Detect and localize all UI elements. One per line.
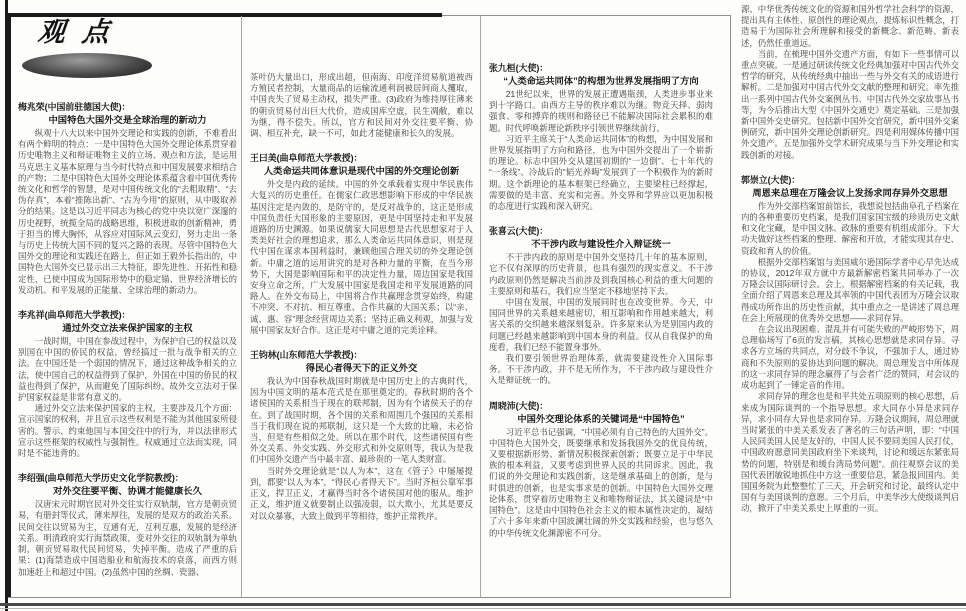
article-section [18, 309, 237, 459]
article-section [250, 349, 473, 522]
column-continuation [741, 4, 959, 161]
speaker-name: 李绍强(曲阜师范大学历史文化学院教授)： [18, 473, 184, 484]
paragraph: 当时外交理论就是“以人为本”，这在《管子》中屡屡提到，都要“以人为本”，“得民心者得天下”。当时齐桓公靠军事正义，捍卫正义，才赢得当时各个诸侯国对他的服从。维护正义，维护道义就要制止以强凌弱，以大欺小，尤其是要反对以众暴寡，大致上做到平等相待，维护正常秩序。 [250, 465, 473, 521]
article-section [489, 62, 713, 212]
frame-left-border [8, 13, 11, 598]
frame-bottom-border [8, 597, 731, 598]
paragraph: 纵观十八大以来中国外交理论和实践的创新，不难看出有两个鲜明的特点：一是中国特色大国外交理论体系贯穿着历史唯物主义和辩证唯物主义的立场、观点和方法，是运用马克思主义基本原理与当今时代特点和中国发展要求相结合的产物；二是中国特色大国外交理论体系蕴含着中国优秀传统文化和哲学的智慧，是对中国传统文化的“去粗取精”、“去伪存真”，本着“推陈出新”、“古为今用”的原则，从中吸取养分的结果。这是以习近平同志为核心的党中央以宽广深邃的历史视野，统揽全局的战略思维，积极进取的创新精神，勇于担当的博大胸怀，从容应对国际风云变幻，努力走出一条与历史上传统大国不同的复兴之路的表现。尽管中国特色大国外交的理论和实践还在路上，但正如王毅外长指出的，中国特色大国外交已显示出三大特征，即先进性、开拓性和稳定性，已使中国成为国际形势中的稳定锚、世界经济增长的发动机、和平发展的正能量、全球治理的新动力。 [18, 128, 237, 295]
section-title: 得民心者得天下的正义外交 [305, 363, 418, 374]
article-section [489, 225, 713, 386]
text-column-1 [18, 17, 237, 578]
section-title: 不干涉内政与建设性介入辩证统一 [531, 239, 671, 250]
page-bottom-rule-dark [0, 603, 966, 606]
article-section [489, 400, 713, 539]
frame-right-border [730, 15, 731, 598]
speaker-name: 张喜云(大使)： [489, 226, 549, 237]
speaker-name: 王曰美(曲阜师范大学教授)： [250, 153, 363, 164]
speaker-name: 王钧林(山东师范大学教授)： [250, 350, 363, 361]
column-divider-2 [480, 16, 481, 597]
masthead-title: 观点 [36, 17, 128, 47]
paragraph: 习近平总书记强调，“中国必须有自己特色的大国外交”。中国特色大国外交，既要继承和发扬我国外交的优良传统，又要根据新形势、新情况积极探索创新；既要立足于中华民族的根本利益，又要考虑到世界人民的共同诉求。因此，我们说的外交理论和实践创新，这是继承基础上的创新，是与时俱进的创新，也是实事求是的创新。中国特色大国外交理论体系，贯穿着历史唯物主义和唯物辩证法，其关键词是“中国特色”。这是由中国特色社会主义的根本属性决定的，凝结了六十多年来新中国波澜壮阔的外交实践和经验，也与悠久的中华传统文化渊源密不可分。 [489, 426, 713, 538]
paragraph: 21世纪以来，世界的发展正遭遇瓶颈，人类进步事业来到十字路口。由西方主导的秩序难以为继。物竞天择、弱肉强食、零和搏弈的规则和路径已不能解决国际社会累积的难题。时代呼唤新理论新秩序引领世界继续前行。 [489, 89, 713, 133]
paragraph: 源、中华优秀传统文化的资源和国外哲学社会科学的资源，提出具有主体性、原创性的理论观点，提炼标识性概念，打造易于为国际社会所理解和接受的新概念、新范畴、新表述，仍然任重道远。 [741, 4, 959, 48]
paragraph: 通过外交立法来保护国家的主权，主要涉及几个方面：宣示国家的权利，并且宣示这些权利是不能为其他国家所侵害的。警示、约束他国与本国交往中的行为，并以法律形式宣示这些框架的权威性与强制性。权威通过立法而实现，同时是不能违背的。 [18, 403, 237, 459]
text-column-3 [489, 62, 713, 539]
text-column-2 [250, 72, 473, 522]
section-title: 周恩来总理在万隆会议上发扬求同存异外交思想 [752, 187, 948, 198]
paragraph: 我认为中国春秋战国时期就是中国历史上的古典时代，因为中国文明的基本范式是在那里奠定的。春秋时期的各个诸侯国的关系相当于现在的联邦制，因为有个诸侯天子的存在。到了战国时期，各个国的关系和周围几个强国的关系相当于我们现在说的邦联制，这只是一个大致的比喻，未必恰当，但是有些相似之处。所以在那个时代，这些诸侯国有些外交关系、外交实践、外交形式和外交原则等，我认为是我们中国外交遗产当中最丰富、最珍贵的一笔人类财富。 [250, 376, 473, 465]
speaker-name: 郭崇立(大使)： [741, 174, 801, 185]
section-title: 人类命运共同体意识是现代中国的外交理论创新 [263, 166, 460, 177]
paragraph: 作为外交部档案馆前馆长，我想说包括曲阜孔子档案在内的各种重要历史档案，是我们国家国宝级的珍贵历史文献和文化宝藏，是中国文脉、政脉的重要有机组成部分。下大功夫做好这些档案的整理、解密和开放，才能实现其存史、资政和育人的价值。 [741, 200, 959, 256]
speaker-name: 张九桓(大使)： [489, 63, 549, 73]
column-continuation [250, 72, 473, 139]
section-title: 中国特色大国外交是全球治理的新动力 [48, 115, 207, 125]
masthead [20, 17, 237, 88]
article-section [741, 174, 959, 515]
frame-top-border-light [442, 15, 731, 16]
speaker-name: 李兆祥(曲阜师范大学教授)： [18, 310, 131, 321]
section-title: 中国外交理论体系的关键词是“中国特色” [517, 413, 685, 424]
page-bottom-rule-light [0, 608, 966, 609]
article-section [18, 472, 237, 577]
paragraph: 求同存异的理念也是和平共处五项原则的核心思想，后来成为国际谈判的一个指导思想。求大同存小异是求同存异，求小同存大异也是求同存异。万隆会议期间，周总理就当时紧张的中美关系发表了著名的三句话声明，即：“中国人民同美国人民是友好的，中国人民不要同美国人民打仗，中国政府愿意同美国政府坐下来谈判，讨论和缓远东紧张局势的问题，特别是和缓台湾局势问题”。前往观察会议的美国代表团敏锐地抓住中方这一重要信息，紧急报回国内。美国国务院为此整整忙了三天，开会研究和讨论，最终认定中国有与美国谈判的意愿。三个月后，中美华沙大使级谈判启动，掀开了中美关系史上厚重的一页。 [741, 391, 959, 514]
speaker-name: 梅兆荣(中国前驻德国大使)： [18, 102, 131, 112]
article-section [250, 152, 473, 336]
paragraph: 一战时期，中国在参战过程中，为保护自己的权益以及别国在中国的侨民的权益，曾经搞过一批与战争相关的立法。在中国还是一个弱国的情况下，通过这种战争相关的立法，使中国自己的权益得到了保护，外国在中国的侨民的权益也得到了保护，从而避免了国际纠纷。故外交立法对于保护国家权益是非常有意义的。 [18, 336, 237, 403]
paragraph: 外交是内政的延续。中国的外交承载着实现中华民族伟大复兴的历史重任。在儒家仁政思想影响下形成的中华民族基因注定是内敛的，是防守的，是反对战争的，这正是形成中国负责任大国形象的主要原因，更是中国坚持走和平发展道路的历史渊源。如果说儒家大同思想是古代思想家对于人类美好社会的理想追求，那么人类命运共同体意识，则是现代中国在谋求本国利益时，兼顾他国合理关切的外交理论创新。中庸之道的运用讲究的是对各种力量的平衡，在当今形势下，大国是影响国际和平的决定性力量，周边国家是我国安身立命之所，广大发展中国家是我国走和平发展道路的同路人。在外交布局上，中国将合作共赢理念贯穿始终，构建不冲突、不对抗、相互尊重、合作共赢的大国关系；以“亲、诚、惠、容”理念经营周边关系；坚持正确义利观，加强与发展中国家友好合作。这正是对中庸之道的完美诠释。 [250, 179, 473, 335]
masthead-ellipse-shape [22, 53, 152, 78]
section-title: “人类命运共同体”的构想为世界发展指明了方向 [503, 76, 699, 86]
paragraph: 习近平主席关于“人类命运共同体”的构想，为中国发展和世界发展指明了方向和路径，也为中国外交提出了一个崭新的理论。标志中国外交从建国初期的“一边倒”、七十年代的“一条线”、冷战后的“韬光养晦”发展到了一个积极作为的新时期。这个新理论的基本框架已经确立，主要梁柱已经撑起，需要做的是丰富、充实和完善。外交界和学界应以更加积极的态度进行实践和深入研究。 [489, 133, 713, 212]
paragraph: 中国在发展，中国的发展同时也在改变世界。今天，中国同世界的关系越来越密切，相互影响和作用越来越大，利害关系的交织越来越深刻复杂。许多原来认为是别国内政的问题已经越来越影响到中国本身的利益。仅从自我保护的角度看，我们已经不能置身事外。 [489, 297, 713, 352]
speaker-name: 周晓沛(大使)： [489, 400, 549, 411]
section-title: 通过外交立法来保护国家的主权 [62, 323, 193, 334]
paragraph: 茶叶仍大量出口，形成出超，但南海、印度洋贸易航道被西方殖民者控制，大量商品的运输流通利润被居间商人攫取，中国丧失了贸易主动权，损失严重。(3)政府为维持厚往薄来的朝贡贸易付出巨大代价，造成国库空虚，民生凋敝，难以为继，得不偿失。所以，官方和民间对外交往要平衡、协调、相互补充，缺一不可，如此才能健康和长久的发展。 [250, 72, 473, 139]
paragraph: 我们要引领世界治理体系，就需要建设性介入国际事务。不干涉内政，并不是无所作为，不干涉内政与建设性介入是辩证统一的。 [489, 353, 713, 386]
text-column-4 [741, 4, 959, 515]
column-divider-1 [241, 16, 242, 597]
paragraph: 汉唐宋元时期官民对外交往实行双轨制，官方是朝贡贸易，有册封等仪式，薄来厚往，发展的是双方的政治关系。民间交往以贸易为主，互通有无，互利互惠，发展的是经济关系。明清政府实行海禁政策，变对外交往的双轨制为单轨制，朝贡贸易取代民间贸易，失掉平衡。造成了严重的后果：(1)海禁造成中国造船业和航海技术的衰落，而西方则加速赶上和超过中国。(2)虽然中国的丝绸、瓷器、 [18, 499, 237, 577]
paragraph: 根据外交部档案馆与美国威尔逊国际学者中心早先达成的协议，2012年双方就中方最新解密档案共同举办了一次万隆会议国际研讨会。会上，根据解密档案的有关记载，我全面介绍了周恩来总理及其率领的中国代表团为万隆会议取得成功所作出的历史性贡献，其中重点之一是讲述了周总理在会上所展现的优秀外交思想——求同存异。 [741, 256, 959, 323]
paragraph: 不干涉内政的原则是中国外交坚持几十年的基本原则，它不仅有深厚的历史背景，也具有强烈的现实意义。不干涉内政原则仍然是解决当前涉及到我国核心利益的重大问题的主要原则和基石，我们应当坚定不移地坚持下去。 [489, 252, 713, 296]
article-section [18, 101, 237, 296]
paragraph: 当前，在梳理中国外交遗产方面，有如下一些事情可以重点突破。一是通过研读传统文化经典加强对中国古代外交哲学的研究，从传统经典中抽出一些与外交有关的成语进行解析。二是加强对中国古代外交文献的整理和研究。率先推出一系列中国古代外交案例丛书、中国古代外交家故事丛书等，为今后推出大型《中国外交通史》奠定基础。三是加强新中国外交史研究。包括新中国外交官研究，新中国外交案例研究，新中国外交理论创新研究。四是利用媒体传播中国外交遗产。五是加强外交学术研究成果与当下外交理论和实践创新的对接。 [741, 48, 959, 160]
paragraph: 在会议出现困难、混乱并有可能失败的严峻形势下，周总理临场写了6页的发言稿，其核心思想就是求同存异。寻求各方立场的共同点，对分歧不争议，不强加于人，通过协商和不失原则的妥协达到问题的解决。周总理发言中所体现的这一求同存异的理念赢得了与会者广泛的赞同，对会议的成功起到了一锤定音的作用。 [741, 324, 959, 391]
section-title: 对外交往要平衡、协调才能健康长久 [53, 486, 202, 497]
